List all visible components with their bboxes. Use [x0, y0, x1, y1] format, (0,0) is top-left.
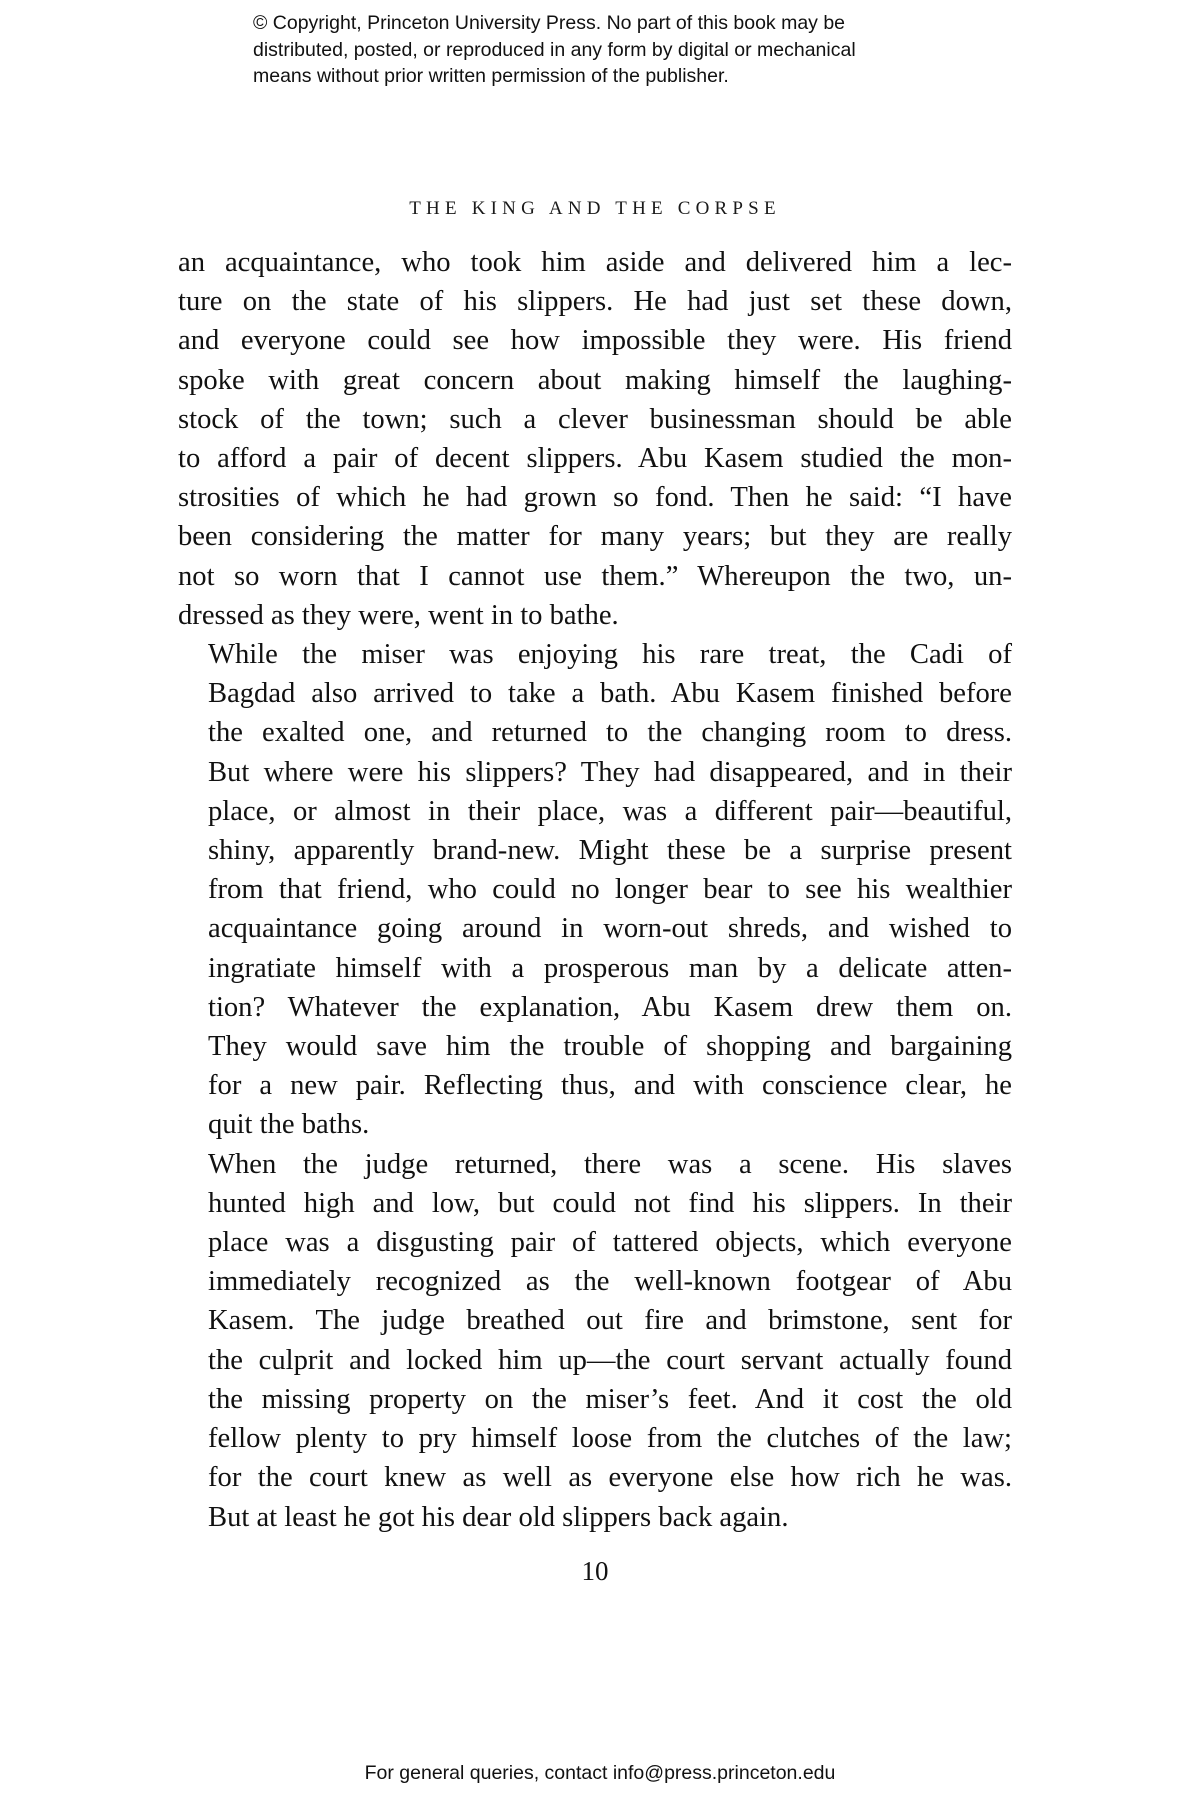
text-line: tion? Whatever the explanation, Abu Kasem drew them on.	[208, 991, 1012, 1023]
text-line: ingratiate himself with a prosperous man by a delicate atten-	[208, 952, 1012, 984]
footer-contact: For general queries, contact info@press.princeton.edu	[364, 1762, 836, 1784]
text-line: Bagdad also arrived to take a bath. Abu Kasem finished before	[208, 678, 1012, 710]
text-line: shiny, apparently brand-new. Might these be a surprise present	[208, 835, 1012, 867]
text-line: dressed as they were, went in to bathe.	[178, 599, 619, 631]
body-text	[178, 243, 1012, 1537]
text-line: been considering the matter for many years; but they are really	[178, 521, 1012, 553]
text-line: acquaintance going around in worn-out shreds, and wished to	[208, 913, 1012, 945]
text-line: quit the baths.	[208, 1109, 370, 1141]
text-line: ture on the state of his slippers. He had just set these down,	[178, 286, 1012, 318]
text-line: an acquaintance, who took him aside and delivered him a lec-	[178, 247, 1012, 278]
text-line: strosities of which he had grown so fond. Then he said: “I have	[178, 482, 1012, 514]
copyright-notice: © Copyright, Princeton University Press. No part of this book may be distributed, posted, or reproduced in any form by digital or mechanical means without prior written permission of the publisher.	[253, 12, 856, 87]
text-line: But where were his slippers? They had disappeared, and in their	[208, 756, 1012, 788]
text-line: from that friend, who could no longer bear to see his wealthier	[208, 874, 1012, 906]
text-line: When the judge returned, there was a scene. His slaves	[208, 1148, 1012, 1180]
text-line: place, or almost in their place, was a different pair—beautiful,	[208, 795, 1012, 827]
text-line: not so worn that I cannot use them.” Whereupon the two, un-	[178, 560, 1012, 592]
text-line: and everyone could see how impossible they were. His friend	[178, 325, 1012, 357]
text-line: for the court knew as well as everyone else how rich he was.	[208, 1462, 1012, 1494]
text-line: to afford a pair of decent slippers. Abu Kasem studied the mon-	[178, 443, 1012, 475]
text-line: fellow plenty to pry himself loose from the clutches of the law;	[208, 1423, 1012, 1455]
text-line: the missing property on the miser’s feet. And it cost the old	[208, 1383, 1012, 1415]
text-line: hunted high and low, but could not find his slippers. In their	[208, 1187, 1012, 1219]
text-line: stock of the town; such a clever businessman should be able	[178, 403, 1012, 435]
text-line: They would save him the trouble of shopping and bargaining	[208, 1031, 1012, 1063]
text-line: spoke with great concern about making himself the laughing-	[178, 364, 1012, 396]
text-line: But at least he got his dear old slippers back again.	[208, 1501, 789, 1533]
text-line: immediately recognized as the well-known footgear of Abu	[208, 1266, 1012, 1298]
paragraph-3	[178, 1145, 1012, 1537]
paragraph-1	[178, 243, 1012, 635]
text-line: the culprit and locked him up—the court servant actually found	[208, 1344, 1012, 1376]
text-line: for a new pair. Reflecting thus, and with conscience clear, he	[208, 1070, 1012, 1102]
paragraph-2	[178, 635, 1012, 1145]
text-line: Kasem. The judge breathed out fire and brimstone, sent for	[208, 1305, 1012, 1337]
page-number: 10	[581, 1556, 609, 1586]
running-head: THE KING AND THE CORPSE	[409, 198, 781, 219]
text-line: place was a disgusting pair of tattered objects, which everyone	[208, 1227, 1012, 1259]
text-line: While the miser was enjoying his rare treat, the Cadi of	[208, 639, 1012, 671]
text-line: the exalted one, and returned to the changing room to dress.	[208, 717, 1012, 749]
